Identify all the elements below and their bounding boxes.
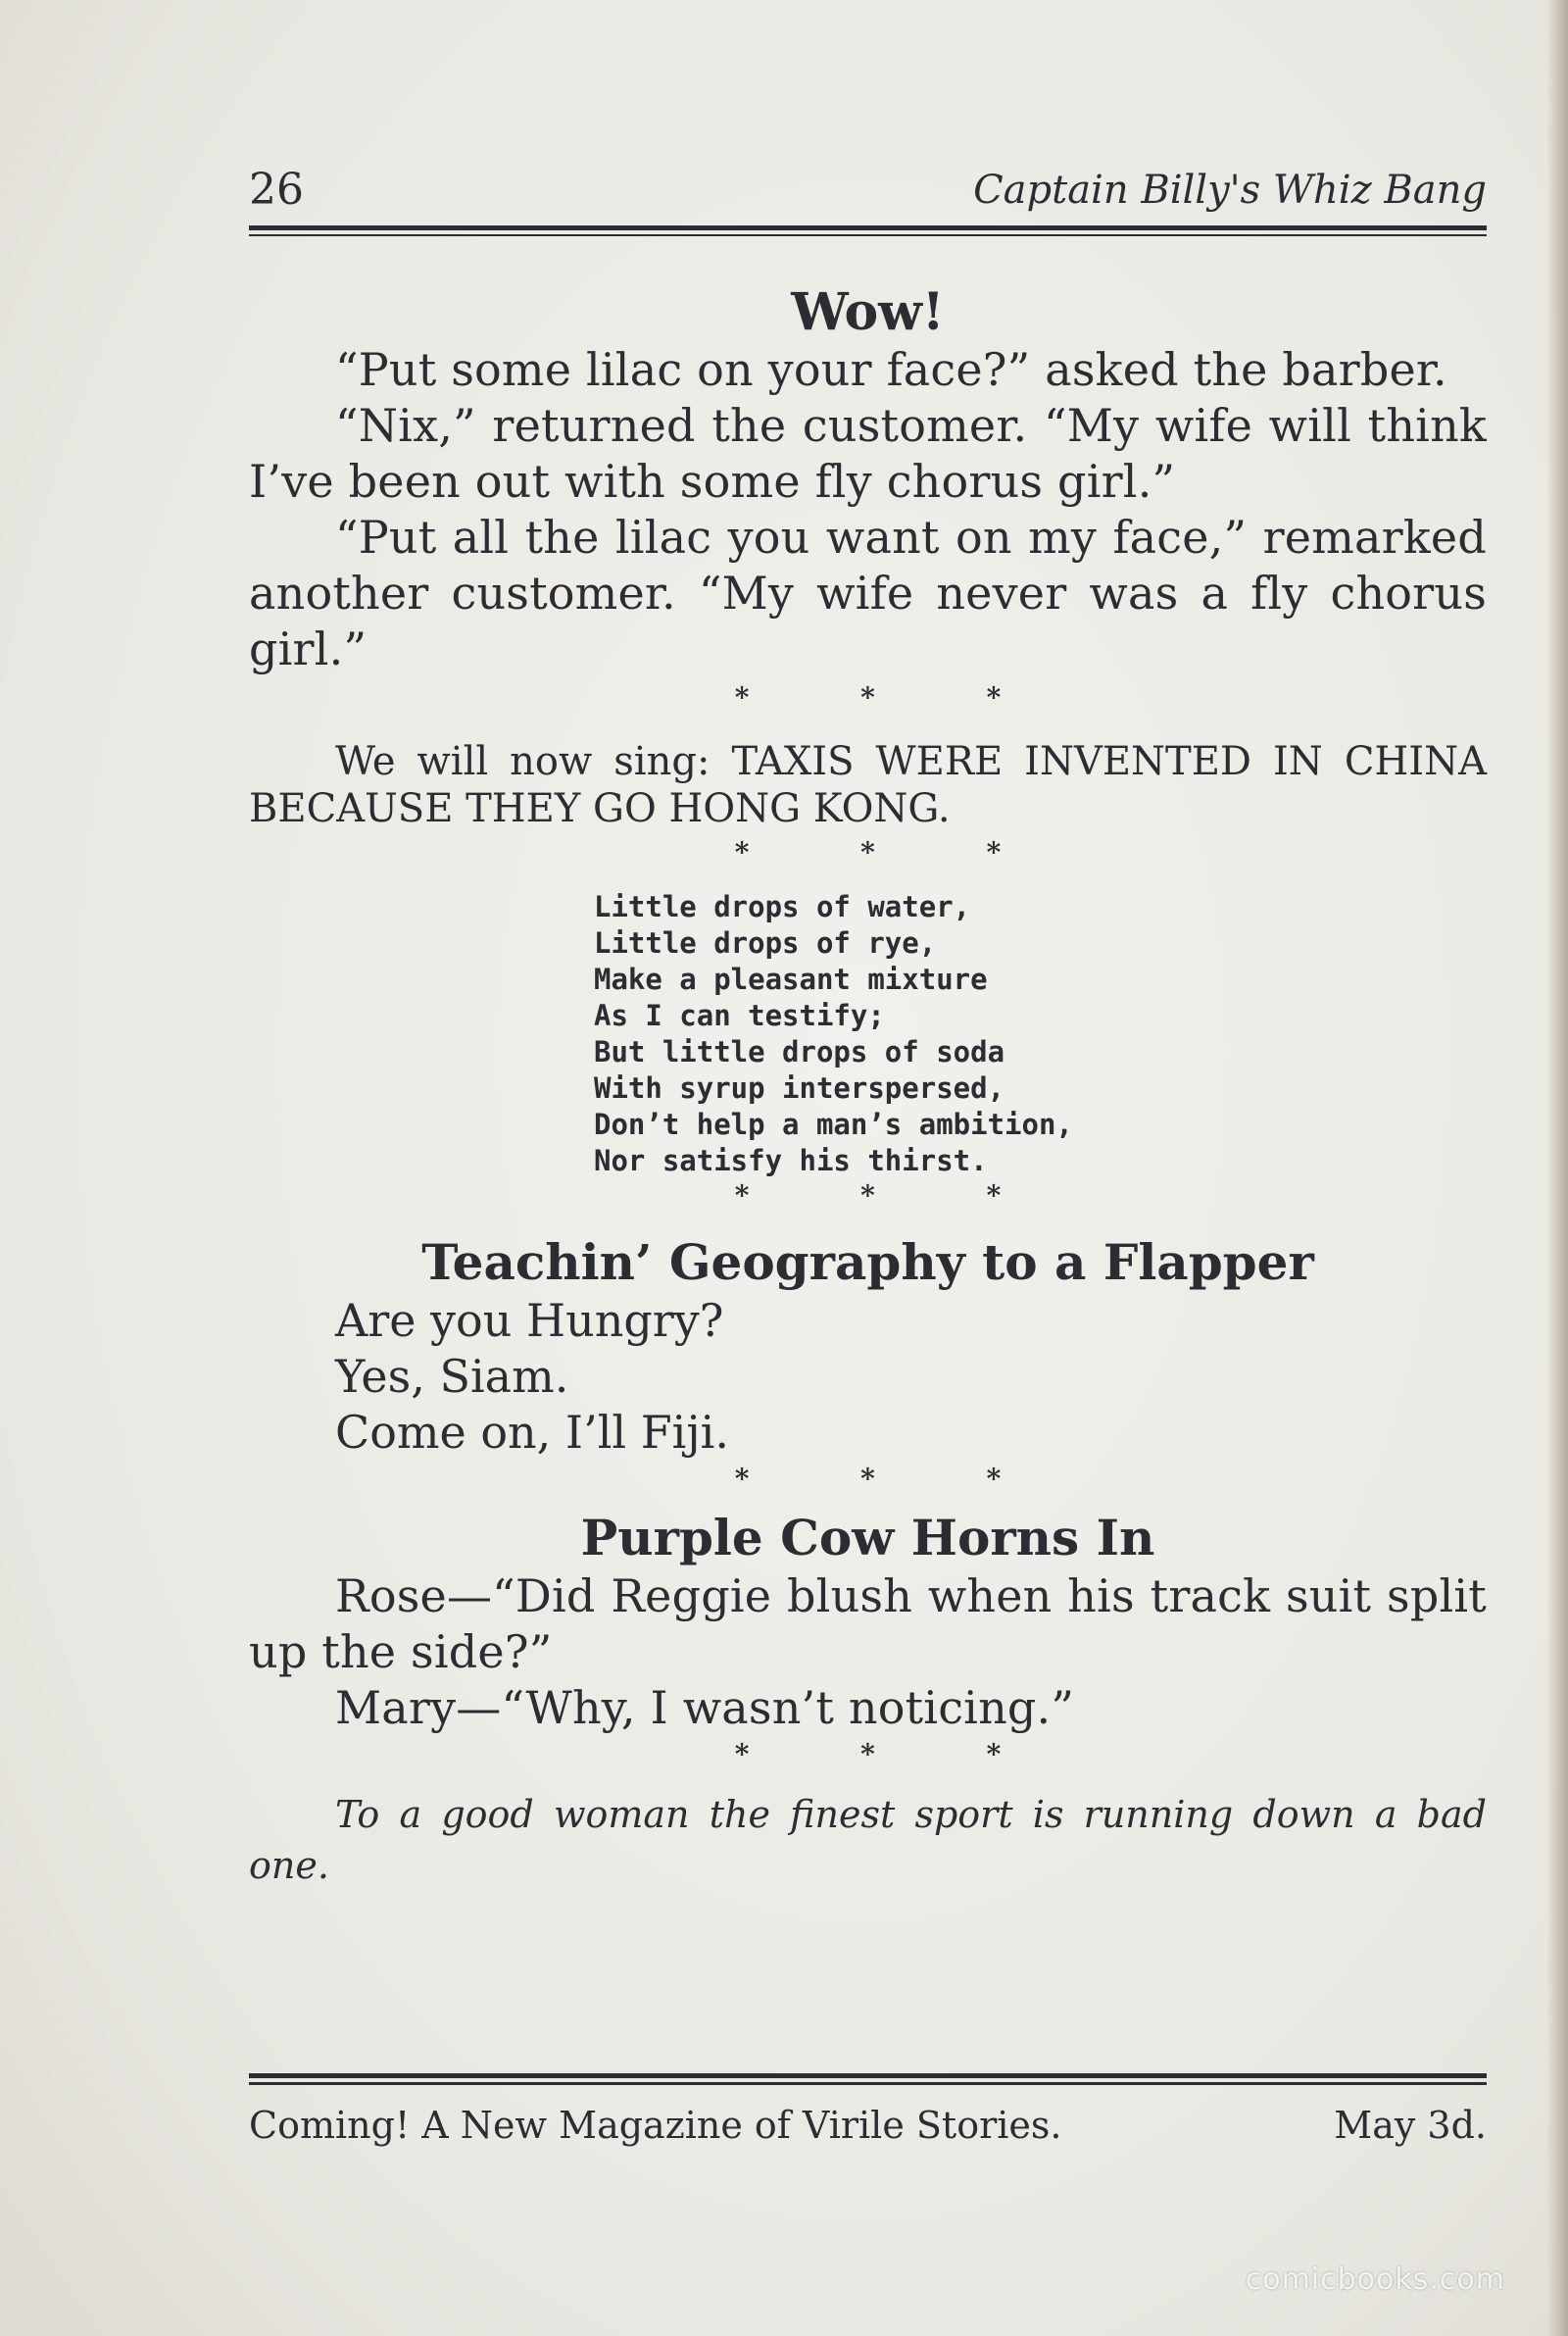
purple-cow-paragraph-1: Rose—“Did Reggie blush when his track suit split up the side?” bbox=[249, 1569, 1487, 1678]
header-rule bbox=[249, 225, 1487, 236]
poem-line: With syrup interspersed, bbox=[594, 1071, 1005, 1105]
closing-quip: To a good woman the finest sport is running down a bad one. bbox=[249, 1793, 1487, 1887]
section-separator: * * * bbox=[734, 1463, 1053, 1495]
poem-line: As I can testify; bbox=[594, 999, 885, 1032]
geography-line: Yes, Siam. bbox=[335, 1350, 569, 1403]
poem-line: Little drops of rye, bbox=[594, 926, 937, 960]
geography-title: Teachin’ Geography to a Flapper bbox=[421, 1233, 1314, 1291]
poem bbox=[594, 889, 1487, 1179]
poem-line: Make a pleasant mixture bbox=[594, 963, 988, 996]
poem-line: Don’t help a man’s ambition, bbox=[594, 1108, 1073, 1141]
section-separator: * * * bbox=[734, 1738, 1053, 1770]
geography-line: Come on, I’ll Fiji. bbox=[335, 1406, 729, 1459]
wow-title: Wow! bbox=[791, 282, 945, 342]
running-title: Captain Billy's Whiz Bang bbox=[973, 168, 1487, 213]
footer-rule bbox=[249, 2073, 1487, 2085]
footer-advert bbox=[249, 2104, 1487, 2147]
site-watermark: comicbooks.com bbox=[1245, 2262, 1505, 2297]
footer-date: May 3d. bbox=[1334, 2104, 1487, 2147]
section-separator: * * * bbox=[734, 1179, 1053, 1212]
page-content bbox=[249, 157, 1487, 1891]
page-number: 26 bbox=[249, 165, 304, 215]
poem-line: Nor satisfy his thirst. bbox=[594, 1144, 988, 1177]
footer-announcement: Coming! A New Magazine of Virile Stories. bbox=[249, 2104, 1062, 2147]
wow-paragraph-3: “Put all the lilac you want on my face,” remarked another customer. “My wife never was a fly chorus girl.” bbox=[249, 511, 1487, 675]
taxis-note: We will now sing: TAXIS WERE INVENTED IN CHINA BECAUSE THEY GO HONG KONG. bbox=[249, 739, 1487, 831]
section-separator: * * * bbox=[734, 836, 1053, 869]
section-separator: * * * bbox=[734, 681, 1053, 714]
purple-cow-title: Purple Cow Horns In bbox=[580, 1509, 1155, 1566]
poem-line: Little drops of water, bbox=[594, 890, 971, 923]
page-edge-shadow bbox=[1546, 0, 1568, 2336]
wow-paragraph-2: “Nix,” returned the customer. “My wife will think I’ve been out with some fly chorus girl.” bbox=[249, 399, 1487, 508]
running-header bbox=[249, 157, 1487, 215]
wow-paragraph-1: “Put some lilac on your face?” asked the barber. bbox=[335, 343, 1447, 396]
geography-line: Are you Hungry? bbox=[335, 1294, 724, 1347]
poem-line: But little drops of soda bbox=[594, 1035, 1005, 1069]
purple-cow-paragraph-2: Mary—“Why, I wasn’t noticing.” bbox=[335, 1681, 1075, 1734]
